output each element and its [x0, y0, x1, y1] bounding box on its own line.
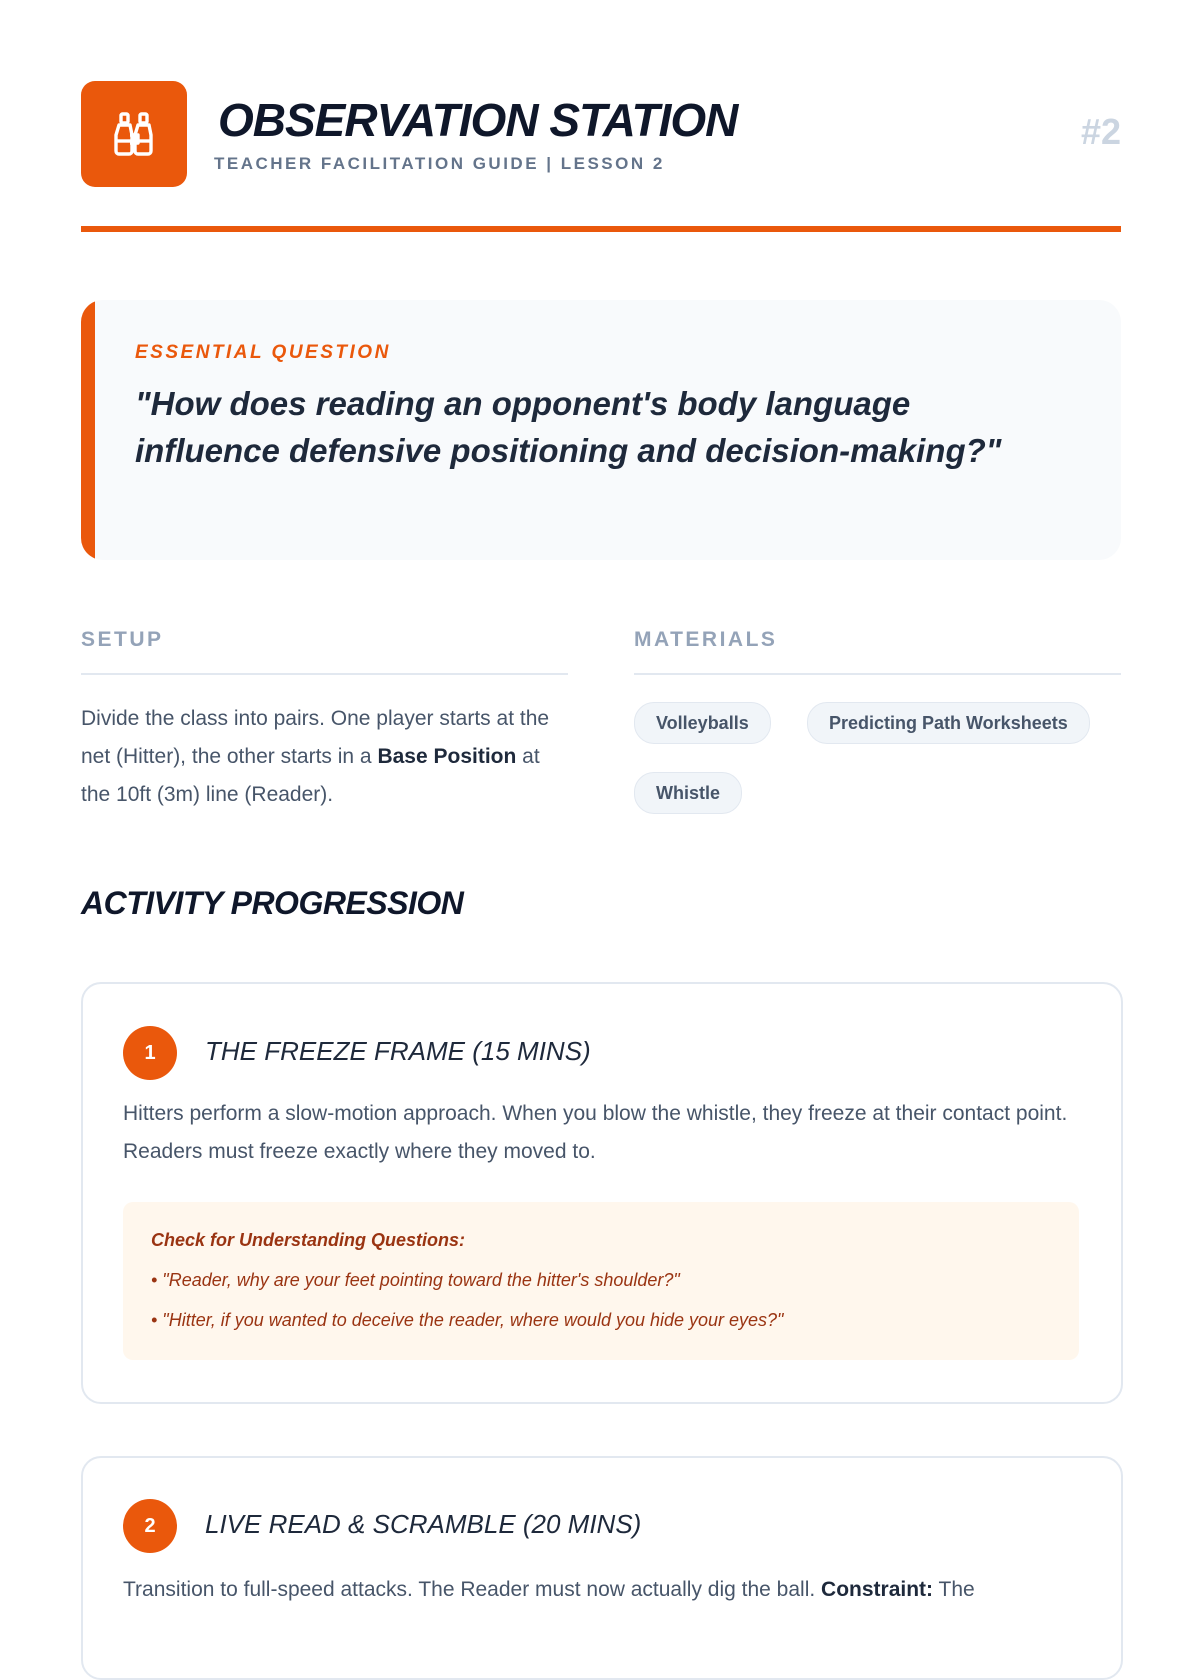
cfu-question: • "Reader, why are your feet pointing toward the hitter's shoulder?" [151, 1270, 680, 1290]
material-pill: Whistle [634, 772, 742, 814]
activity-heading: ACTIVITY PROGRESSION [81, 885, 464, 921]
step-description: Hitters perform a slow-motion approach. When you blow the whistle, they freeze at their contact point. Readers must freeze exactly where they moved to. [123, 1102, 1068, 1163]
cfu-question: • "Hitter, if you wanted to deceive the reader, where would you hide your eyes?" [151, 1310, 784, 1330]
page-title: OBSERVATION STATION [218, 94, 738, 146]
materials-heading: MATERIALS [634, 628, 778, 651]
essential-question-label: ESSENTIAL QUESTION [135, 342, 391, 363]
step-description-bold: Constraint: [821, 1578, 934, 1601]
step-description [123, 1571, 1083, 1609]
step-title: LIVE READ & SCRAMBLE (20 MINS) [205, 1509, 642, 1539]
essential-question-card [81, 300, 1121, 560]
setup-text-bold: Base Position [377, 745, 517, 768]
header-divider [81, 226, 1121, 232]
setup-heading: SETUP [81, 628, 164, 651]
binoculars-icon [108, 108, 160, 160]
step-card [81, 982, 1123, 1404]
setup-divider [81, 673, 568, 675]
step-card [81, 1456, 1123, 1680]
step-description-part: Transition to full-speed attacks. The Reader must now actually dig the ball. [123, 1578, 822, 1601]
setup-text-part: at the 10ft (3m) line (Reader). [81, 745, 540, 806]
step-number-badge: 1 [123, 1026, 177, 1080]
setup-text [81, 700, 571, 814]
station-number: #2 [1080, 111, 1121, 152]
logo-badge [81, 81, 187, 187]
step-title: THE FREEZE FRAME (15 MINS) [205, 1036, 591, 1066]
page-subtitle: TEACHER FACILITATION GUIDE | LESSON 2 [214, 154, 665, 173]
setup-text-part: Divide the class into pairs. One player starts at the net (Hitter), the other starts in a [81, 707, 550, 768]
header [81, 81, 1121, 187]
essential-question-text: "How does reading an opponent's body language influence defensive positioning and decision-making?" [135, 385, 1002, 469]
material-pill: Predicting Path Worksheets [807, 702, 1090, 744]
cfu-title: Check for Understanding Questions: [151, 1230, 466, 1250]
material-pill: Volleyballs [634, 702, 771, 744]
check-for-understanding-box [123, 1202, 1079, 1360]
step-description-part: The [933, 1578, 975, 1601]
step-number-badge: 2 [123, 1499, 177, 1553]
materials-divider [634, 673, 1121, 675]
